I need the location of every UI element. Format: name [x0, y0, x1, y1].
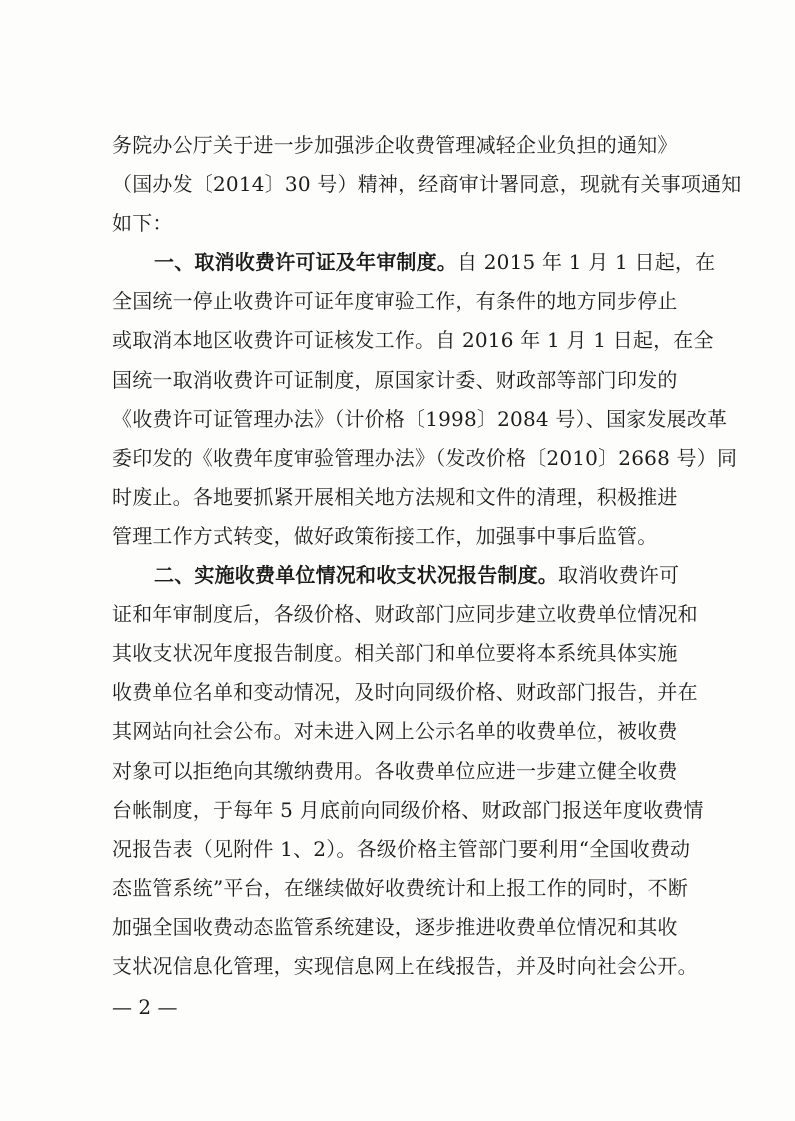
- section-2-line: 其收支状况年度报告制度。相关部门和单位要将本系统具体实施: [112, 641, 678, 666]
- section-1-first-line-text: 自 2015 年 1 月 1 日起，在: [457, 250, 716, 275]
- intro-line: 务院办公厅关于进一步加强涉企收费管理减轻企业负担的通知》: [112, 133, 678, 157]
- document-body: [112, 126, 742, 986]
- section-1-line: 国统一取消收费许可证制度，原国家计委、财政部等部门印发的: [112, 367, 678, 392]
- section-2-line: 态监管系统”平台，在继续做好收费统计和上报工作的同时，不断: [112, 875, 689, 900]
- section-2-line: 对象可以拒绝向其缴纳费用。各收费单位应进一步建立健全收费: [112, 758, 678, 783]
- page-number: — 2 —: [112, 995, 178, 1019]
- section-2-line: 证和年审制度后，各级价格、财政部门应同步建立收费单位情况和: [112, 602, 698, 627]
- section-1-line: 委印发的《收费年度审验管理办法》（发改价格〔2010〕2668 号）同: [112, 445, 738, 470]
- section-1-line: 管理工作方式转变，做好政策衔接工作，加强事中事后监管。: [112, 523, 658, 548]
- section-2-line: 况报告表（见附件 1、2）。各级价格主管部门要利用“全国收费动: [112, 836, 691, 861]
- section-2-first-line-text: 取消收费许可: [558, 563, 680, 588]
- section-1-line: 《收费许可证管理办法》（计价格〔1998〕2084 号）、国家发展改革: [112, 406, 728, 431]
- intro-line: （国办发〔2014〕30 号）精神，经商审计署同意，现就有关事项通知: [112, 172, 742, 197]
- section-1-line: 时废止。各地要抓紧开展相关地方法规和文件的清理，积极推进: [112, 484, 678, 509]
- section-1-line: 或取消本地区收费许可证核发工作。自 2016 年 1 月 1 日起，在全: [112, 328, 714, 353]
- section-2-line: 收费单位名单和变动情况，及时向同级价格、财政部门报告，并在: [112, 680, 698, 705]
- section-1-line: 全国统一停止收费许可证年度审验工作，有条件的地方同步停止: [112, 289, 678, 314]
- section-2-line: 支状况信息化管理，实现信息网上在线报告，并及时向社会公开。: [112, 953, 698, 978]
- section-2-line: 台帐制度，于每年 5 月底前向同级价格、财政部门报送年度收费情: [112, 797, 704, 822]
- section-1-heading: 一、取消收费许可证及年审制度。: [154, 250, 457, 275]
- intro-line: 如下：: [112, 211, 173, 236]
- section-2-first-line: [112, 556, 694, 595]
- section-2-line: 其网站向社会公布。对未进入网上公示名单的收费单位，被收费: [112, 719, 678, 744]
- section-2-line: 加强全国收费动态监管系统建设，逐步推进收费单位情况和其收: [112, 914, 678, 939]
- section-1-first-line: [112, 243, 716, 282]
- section-2-heading: 二、实施收费单位情况和收支状况报告制度。: [154, 563, 558, 588]
